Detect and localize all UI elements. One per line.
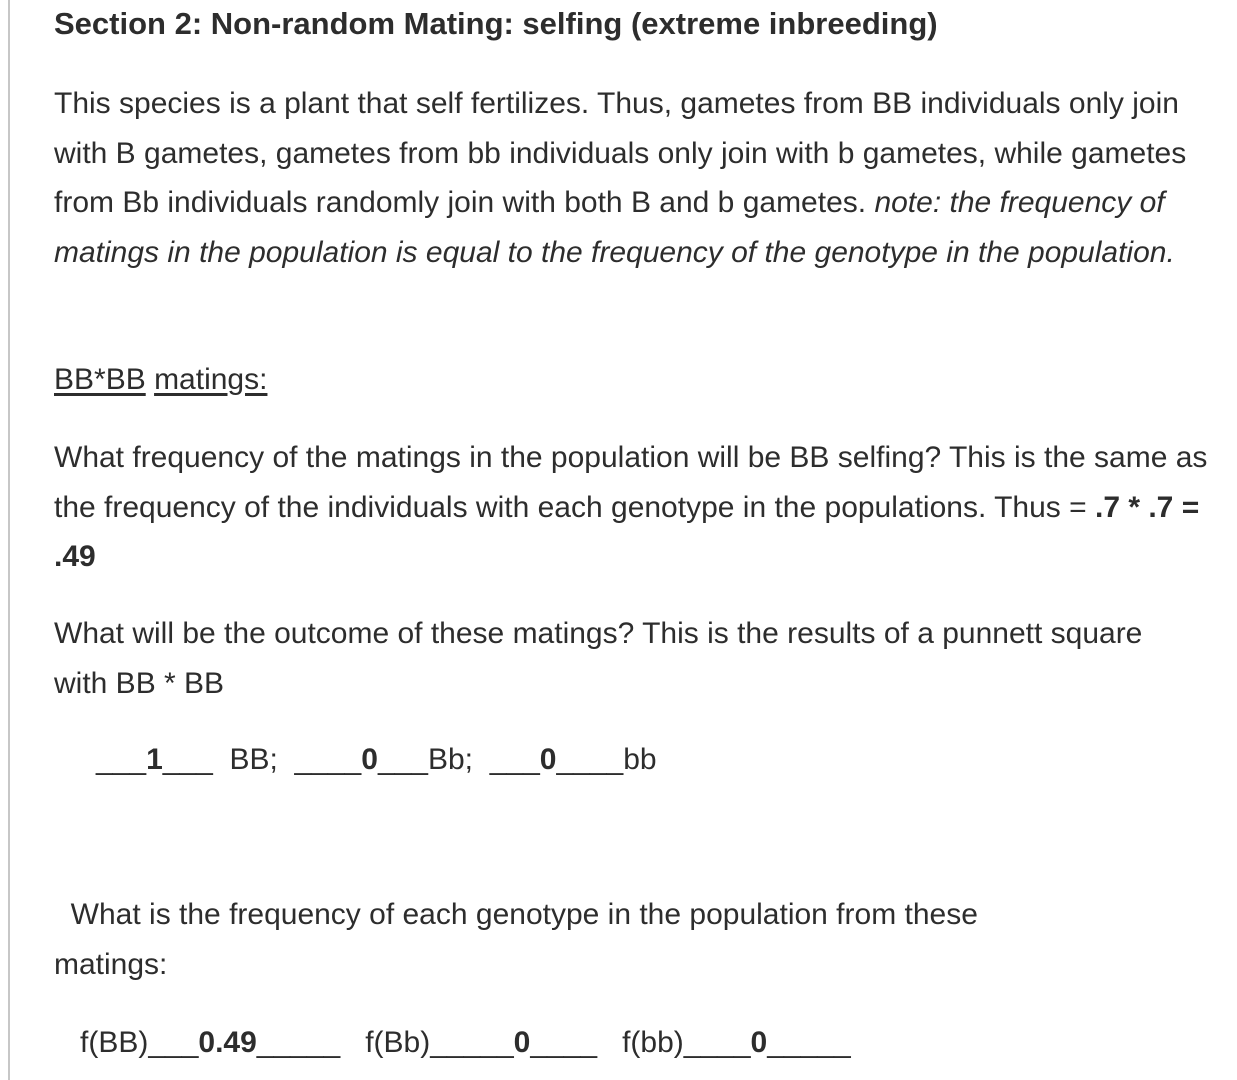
question-1-answer: .7 * .7 = .49 (54, 490, 1200, 573)
question-2 (54, 609, 1194, 708)
answer-Bb: 0 (361, 743, 378, 776)
intro-paragraph (54, 79, 1219, 277)
answer-fbb: 0 (750, 1026, 768, 1059)
question-3-line1: What is the frequency of each genotype in the population from these (54, 898, 978, 931)
blank: _____ (767, 1026, 851, 1059)
section-heading: Section 2: Non-random Mating: selfing (extreme inbreeding) (54, 6, 938, 41)
label-BB: ___ BB; (162, 743, 295, 776)
blank: ____ (294, 743, 362, 776)
subheading-part1: BB*BB (54, 363, 146, 396)
blank: ___ (96, 743, 147, 776)
question-3-line2: matings: (54, 948, 168, 981)
answer-fBB: 0.49 (198, 1026, 257, 1059)
answer-fBb: 0 (513, 1026, 531, 1059)
subheading-part2: matings: (154, 363, 268, 396)
intro-note: note: the frequency of matings in the population is equal to the frequency of the genotype in the population. (54, 186, 1175, 269)
label-bb: ____bb (556, 743, 657, 776)
question-2-text: What will be the outcome of these matings? This is the results of a punnett square with BB * BB (54, 617, 1143, 700)
outcome-line (96, 743, 657, 777)
intro-text: This species is a plant that self fertilizes. Thus, gametes from BB individuals only join with B gametes, gametes from bb individuals only join with b gametes, while gametes from Bb individuals randomly join with both B and b gametes. (54, 87, 1187, 219)
question-1 (54, 433, 1219, 582)
label-fBb: f(Bb)_____ (365, 1026, 514, 1059)
blank: _____ (256, 1026, 366, 1059)
blank: ____ (530, 1026, 623, 1059)
subheading-bbbb-matings (54, 363, 267, 397)
label-Bb: ___Bb; (377, 743, 490, 776)
blank: ___ (489, 743, 540, 776)
label-fBB: f(BB)___ (80, 1026, 199, 1059)
question-1-text: What frequency of the matings in the population will be BB selfing? This is the same as the frequency of the individuals with each genotype in the populations. Thus = (54, 441, 1208, 524)
answer-bb: 0 (539, 743, 557, 776)
frequency-line (80, 1026, 851, 1060)
answer-BB: 1 (146, 743, 163, 776)
left-border (0, 0, 10, 1080)
label-fbb: f(bb)____ (622, 1026, 751, 1059)
